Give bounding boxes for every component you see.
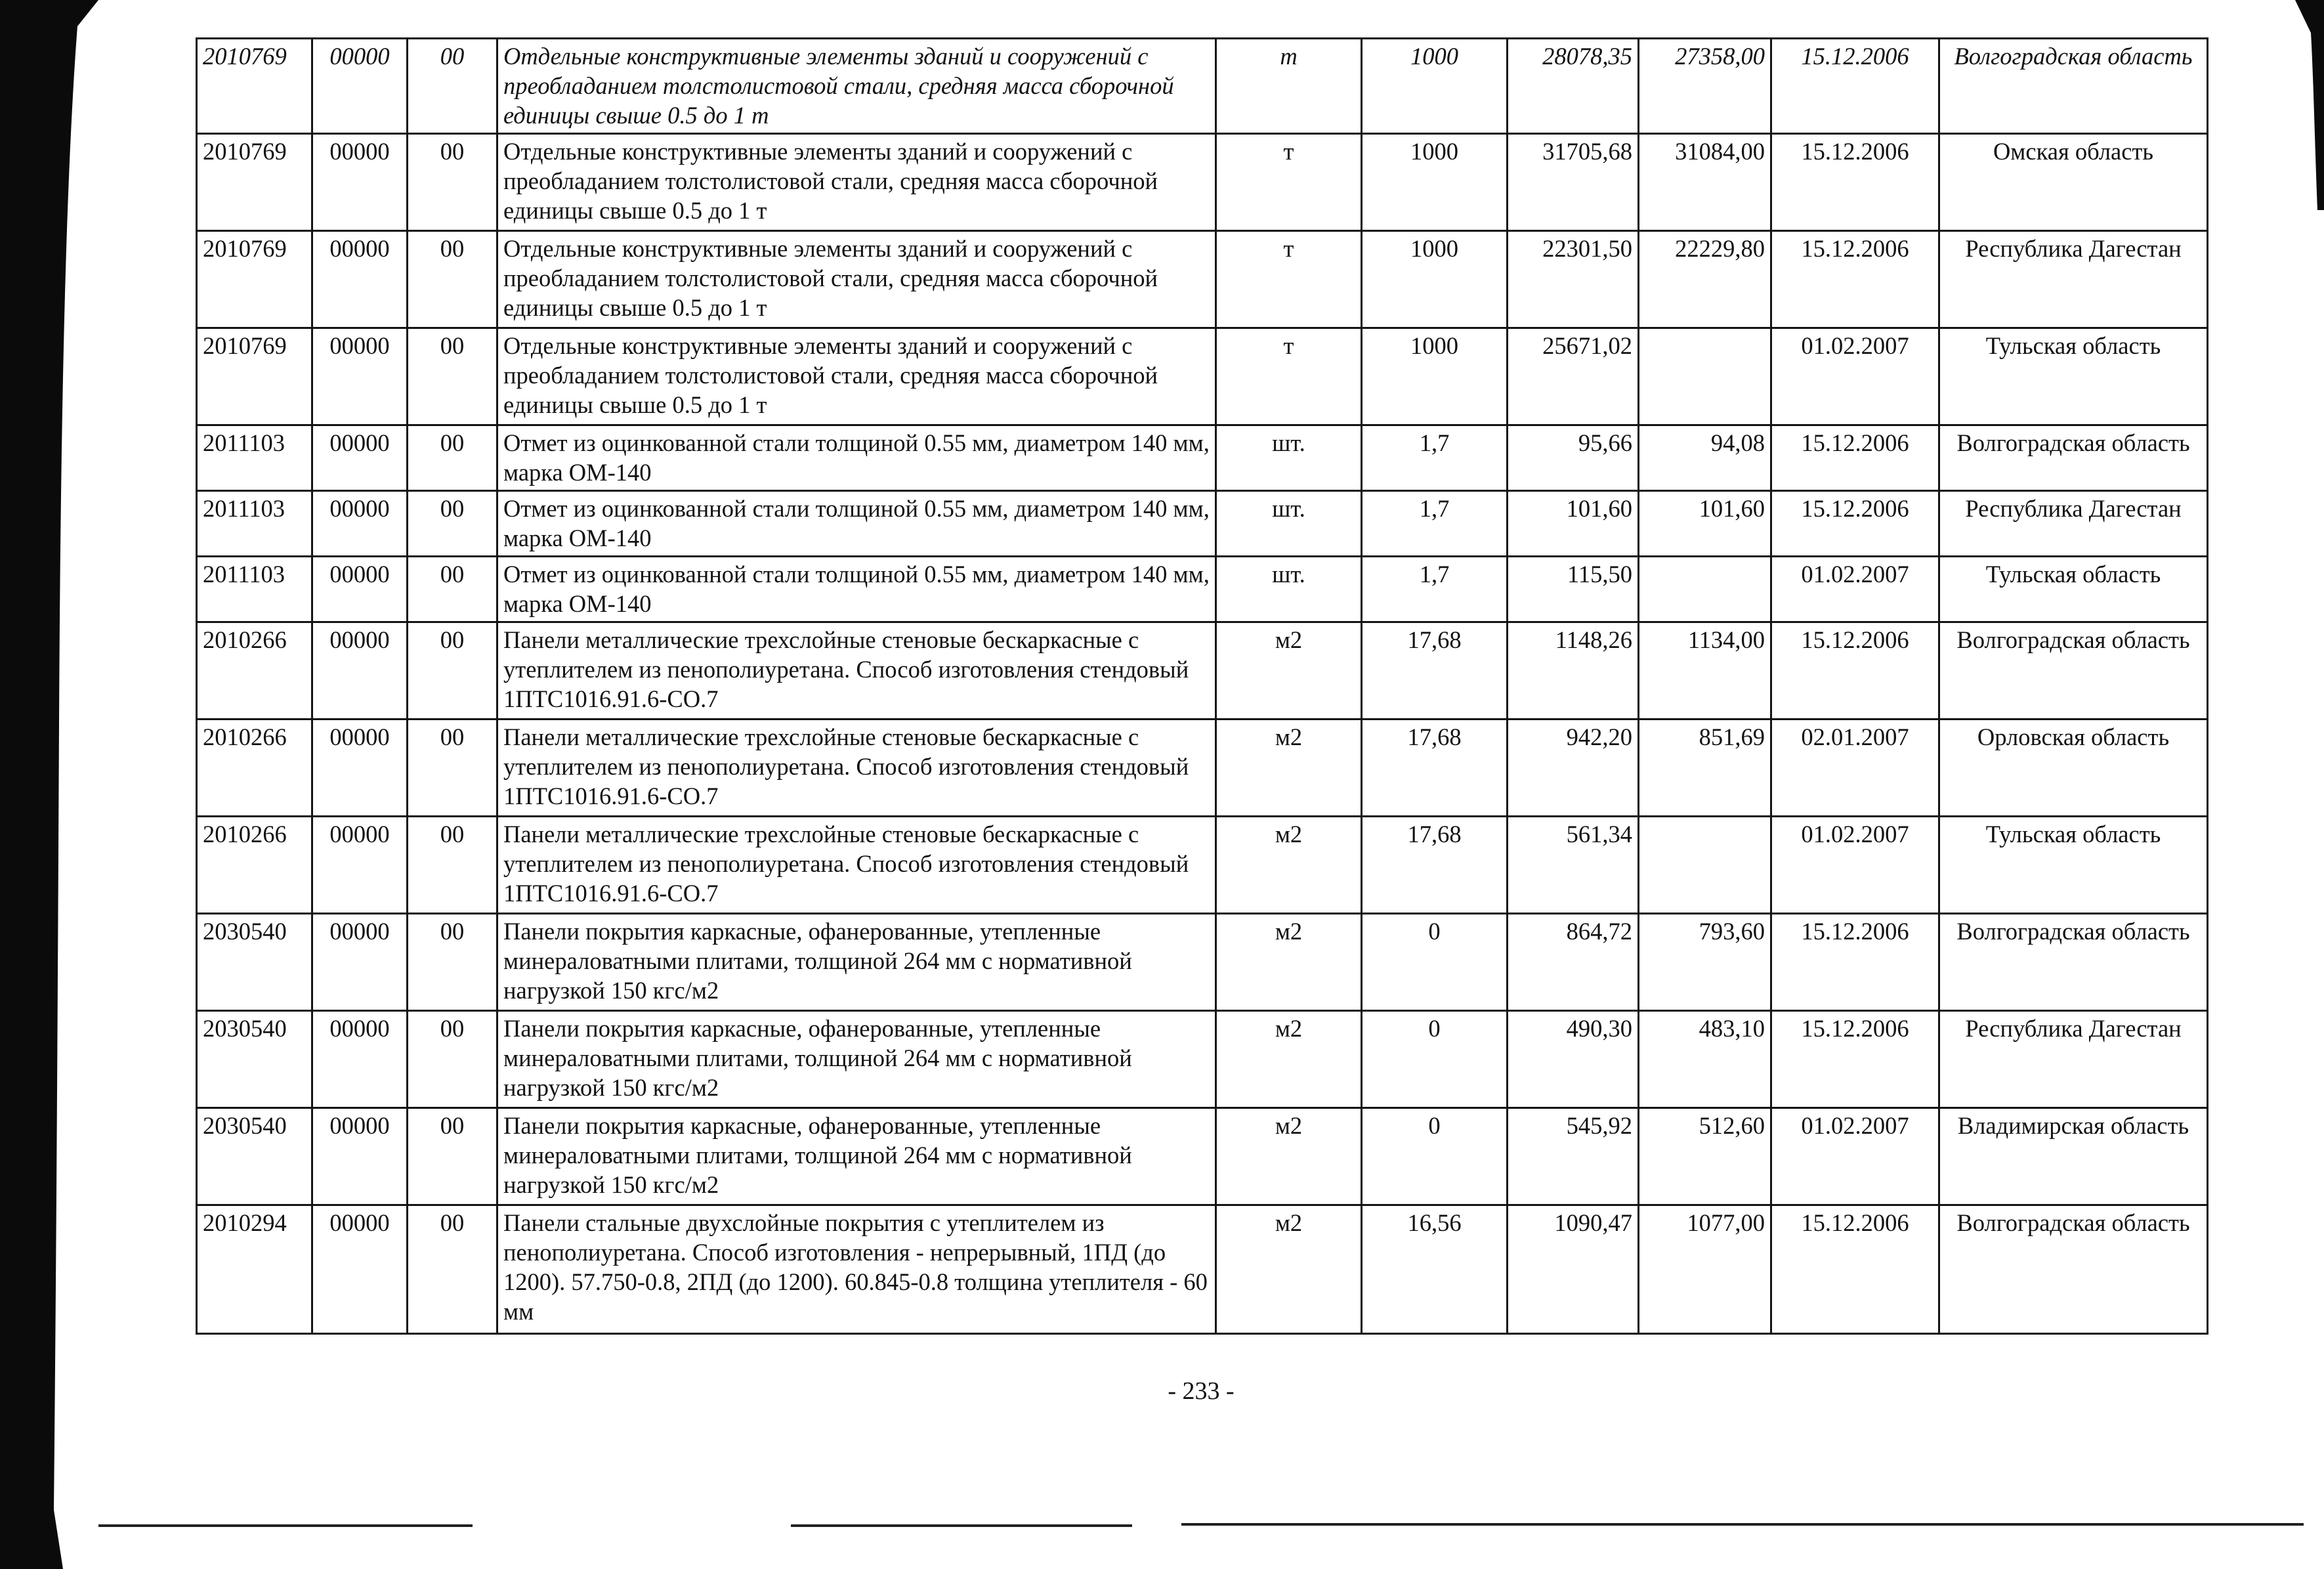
- cell-price-date: 15.12.2006: [1771, 491, 1939, 557]
- cell-unit: м2: [1216, 1011, 1362, 1108]
- cell-price-base: 851,69: [1639, 720, 1771, 817]
- cell-coefficient: 1000: [1362, 231, 1508, 328]
- cell-region: Волгоградская область: [1939, 1205, 2208, 1334]
- cell-item-code: 2010266: [197, 622, 312, 720]
- cell-item-name: Отмет из оцинкованной стали толщиной 0.55 мм, диаметром 140 мм, марка ОМ-140: [497, 425, 1216, 491]
- cell-price-date: 15.12.2006: [1771, 1011, 1939, 1108]
- cell-sub-code-2: 00: [408, 1205, 497, 1334]
- cell-item-code: 2010266: [197, 720, 312, 817]
- cell-sub-code: 00000: [312, 1108, 408, 1205]
- cell-price-date: 15.12.2006: [1771, 231, 1939, 328]
- cell-unit: м2: [1216, 1205, 1362, 1334]
- cell-coefficient: 16,56: [1362, 1205, 1508, 1334]
- cell-unit: т: [1216, 39, 1362, 134]
- cell-region: Республика Дагестан: [1939, 231, 2208, 328]
- cell-coefficient: 1,7: [1362, 557, 1508, 622]
- cell-price-date: 15.12.2006: [1771, 425, 1939, 491]
- cell-unit: м2: [1216, 720, 1362, 817]
- cell-sub-code: 00000: [312, 817, 408, 914]
- cell-sub-code-2: 00: [408, 39, 497, 134]
- cell-sub-code-2: 00: [408, 425, 497, 491]
- table-row: [197, 1011, 2208, 1108]
- cell-region: Тульская область: [1939, 328, 2208, 425]
- table-row: [197, 914, 2208, 1011]
- cell-region: Волгоградская область: [1939, 425, 2208, 491]
- cell-item-name: Панели покрытия каркасные, офанерованные, утепленные минераловатными плитами, толщиной 264 мм с нормативной нагрузкой 150 кгс/м2: [497, 1108, 1216, 1205]
- cell-region: Владимирская область: [1939, 1108, 2208, 1205]
- cell-price-current: 101,60: [1508, 491, 1639, 557]
- cell-unit: т: [1216, 328, 1362, 425]
- cell-item-code: 2010294: [197, 1205, 312, 1334]
- cell-price-current: 490,30: [1508, 1011, 1639, 1108]
- table-row: [197, 231, 2208, 328]
- cell-coefficient: 0: [1362, 1108, 1508, 1205]
- cell-coefficient: 1,7: [1362, 425, 1508, 491]
- footer-rule-middle: [791, 1524, 1132, 1527]
- cell-coefficient: 1000: [1362, 134, 1508, 231]
- cell-coefficient: 1,7: [1362, 491, 1508, 557]
- table-row: [197, 720, 2208, 817]
- cell-item-code: 2010769: [197, 231, 312, 328]
- cell-region: Волгоградская область: [1939, 39, 2208, 134]
- cell-item-code: 2030540: [197, 1011, 312, 1108]
- cell-unit: шт.: [1216, 557, 1362, 622]
- cell-item-name: Отмет из оцинкованной стали толщиной 0.55 мм, диаметром 140 мм, марка ОМ-140: [497, 557, 1216, 622]
- cell-price-current: 864,72: [1508, 914, 1639, 1011]
- cell-sub-code-2: 00: [408, 720, 497, 817]
- cell-price-current: 22301,50: [1508, 231, 1639, 328]
- cell-unit: м2: [1216, 914, 1362, 1011]
- page-number: - 233 -: [1168, 1377, 1235, 1405]
- cell-price-base: 101,60: [1639, 491, 1771, 557]
- cell-sub-code-2: 00: [408, 622, 497, 720]
- cell-price-date: 15.12.2006: [1771, 134, 1939, 231]
- cell-sub-code: 00000: [312, 720, 408, 817]
- cell-item-code: 2011103: [197, 557, 312, 622]
- cell-item-name: Отдельные конструктивные элементы зданий и сооружений с преобладанием толстолистовой стали, средняя масса сборочной единицы свыше 0.5 до 1 т: [497, 39, 1216, 134]
- cell-price-base: 793,60: [1639, 914, 1771, 1011]
- cell-item-name: Панели покрытия каркасные, офанерованные, утепленные минераловатными плитами, толщиной 264 мм с нормативной нагрузкой 150 кгс/м2: [497, 914, 1216, 1011]
- cell-coefficient: 0: [1362, 914, 1508, 1011]
- scan-shadow-right: [2285, 0, 2324, 210]
- cell-unit: шт.: [1216, 491, 1362, 557]
- cell-price-base: 483,10: [1639, 1011, 1771, 1108]
- cell-item-name: Отдельные конструктивные элементы зданий и сооружений с преобладанием толстолистовой стали, средняя масса сборочной единицы свыше 0.5 до 1 т: [497, 231, 1216, 328]
- price-table: [196, 37, 2208, 1335]
- cell-sub-code-2: 00: [408, 817, 497, 914]
- footer-rule-left: [98, 1524, 473, 1527]
- cell-price-base: 31084,00: [1639, 134, 1771, 231]
- cell-price-current: 25671,02: [1508, 328, 1639, 425]
- cell-price-base: 22229,80: [1639, 231, 1771, 328]
- cell-unit: т: [1216, 134, 1362, 231]
- table-body: [197, 39, 2208, 1334]
- footer-rule-right: [1181, 1523, 2304, 1526]
- cell-unit: м2: [1216, 622, 1362, 720]
- cell-price-base: 1077,00: [1639, 1205, 1771, 1334]
- cell-region: Омская область: [1939, 134, 2208, 231]
- cell-sub-code: 00000: [312, 134, 408, 231]
- cell-price-date: 01.02.2007: [1771, 817, 1939, 914]
- cell-region: Республика Дагестан: [1939, 491, 2208, 557]
- cell-price-date: 15.12.2006: [1771, 622, 1939, 720]
- cell-item-code: 2030540: [197, 1108, 312, 1205]
- cell-sub-code: 00000: [312, 914, 408, 1011]
- cell-item-name: Панели металлические трехслойные стеновые бескаркасные с утеплителем из пенополиуретана. Способ изготовления стендовый 1ПТС1016.91.6-СО.7: [497, 720, 1216, 817]
- cell-coefficient: 17,68: [1362, 720, 1508, 817]
- cell-sub-code-2: 00: [408, 1108, 497, 1205]
- cell-price-current: 95,66: [1508, 425, 1639, 491]
- cell-region: Орловская область: [1939, 720, 2208, 817]
- table-row: [197, 1205, 2208, 1334]
- cell-price-current: 545,92: [1508, 1108, 1639, 1205]
- cell-price-current: 1090,47: [1508, 1205, 1639, 1334]
- cell-sub-code-2: 00: [408, 134, 497, 231]
- cell-price-current: 942,20: [1508, 720, 1639, 817]
- table-row: [197, 622, 2208, 720]
- cell-unit: м2: [1216, 1108, 1362, 1205]
- cell-price-base: [1639, 817, 1771, 914]
- cell-price-current: 561,34: [1508, 817, 1639, 914]
- cell-sub-code-2: 00: [408, 231, 497, 328]
- cell-price-base: 94,08: [1639, 425, 1771, 491]
- cell-item-name: Панели металлические трехслойные стеновые бескаркасные с утеплителем из пенополиуретана. Способ изготовления стендовый 1ПТС1016.91.6-СО.7: [497, 817, 1216, 914]
- cell-price-date: 01.02.2007: [1771, 328, 1939, 425]
- cell-price-base: 1134,00: [1639, 622, 1771, 720]
- table-row: [197, 39, 2208, 134]
- cell-item-code: 2010769: [197, 328, 312, 425]
- cell-sub-code: 00000: [312, 557, 408, 622]
- cell-item-name: Панели металлические трехслойные стеновые бескаркасные с утеплителем из пенополиуретана. Способ изготовления стендовый 1ПТС1016.91.6-СО.7: [497, 622, 1216, 720]
- table-row: [197, 491, 2208, 557]
- cell-sub-code: 00000: [312, 231, 408, 328]
- cell-price-date: 02.01.2007: [1771, 720, 1939, 817]
- cell-sub-code: 00000: [312, 425, 408, 491]
- cell-price-base: 27358,00: [1639, 39, 1771, 134]
- cell-item-name: Панели стальные двухслойные покрытия с утеплителем из пенополиуретана. Способ изготовления - непрерывный, 1ПД (до 1200). 57.750-0.8, 2ПД (до 1200). 60.845-0.8 толщина утеплителя - 60 мм: [497, 1205, 1216, 1334]
- table-row: [197, 817, 2208, 914]
- cell-coefficient: 17,68: [1362, 817, 1508, 914]
- cell-price-date: 15.12.2006: [1771, 39, 1939, 134]
- cell-coefficient: 1000: [1362, 39, 1508, 134]
- cell-price-current: 31705,68: [1508, 134, 1639, 231]
- cell-price-base: [1639, 557, 1771, 622]
- table-row: [197, 328, 2208, 425]
- cell-price-date: 01.02.2007: [1771, 557, 1939, 622]
- cell-sub-code-2: 00: [408, 557, 497, 622]
- cell-item-name: Отмет из оцинкованной стали толщиной 0.55 мм, диаметром 140 мм, марка ОМ-140: [497, 491, 1216, 557]
- table-row: [197, 557, 2208, 622]
- cell-sub-code-2: 00: [408, 491, 497, 557]
- cell-sub-code: 00000: [312, 622, 408, 720]
- cell-region: Тульская область: [1939, 817, 2208, 914]
- cell-item-name: Отдельные конструктивные элементы зданий и сооружений с преобладанием толстолистовой стали, средняя масса сборочной единицы свыше 0.5 до 1 т: [497, 134, 1216, 231]
- cell-coefficient: 17,68: [1362, 622, 1508, 720]
- cell-sub-code: 00000: [312, 1011, 408, 1108]
- cell-coefficient: 0: [1362, 1011, 1508, 1108]
- cell-region: Волгоградская область: [1939, 622, 2208, 720]
- table-row: [197, 134, 2208, 231]
- table-row: [197, 425, 2208, 491]
- cell-price-current: 1148,26: [1508, 622, 1639, 720]
- cell-item-name: Панели покрытия каркасные, офанерованные, утепленные минераловатными плитами, толщиной 264 мм с нормативной нагрузкой 150 кгс/м2: [497, 1011, 1216, 1108]
- cell-price-date: 15.12.2006: [1771, 1205, 1939, 1334]
- cell-item-name: Отдельные конструктивные элементы зданий и сооружений с преобладанием толстолистовой стали, средняя масса сборочной единицы свыше 0.5 до 1 т: [497, 328, 1216, 425]
- table-row: [197, 1108, 2208, 1205]
- cell-unit: м2: [1216, 817, 1362, 914]
- cell-item-code: 2010266: [197, 817, 312, 914]
- cell-price-date: 15.12.2006: [1771, 914, 1939, 1011]
- cell-price-current: 115,50: [1508, 557, 1639, 622]
- cell-price-base: 512,60: [1639, 1108, 1771, 1205]
- cell-sub-code: 00000: [312, 491, 408, 557]
- cell-region: Республика Дагестан: [1939, 1011, 2208, 1108]
- cell-price-base: [1639, 328, 1771, 425]
- scan-shadow-left: [0, 0, 98, 1569]
- cell-sub-code: 00000: [312, 39, 408, 134]
- cell-item-code: 2010769: [197, 39, 312, 134]
- cell-sub-code: 00000: [312, 1205, 408, 1334]
- cell-item-code: 2010769: [197, 134, 312, 231]
- cell-price-date: 01.02.2007: [1771, 1108, 1939, 1205]
- cell-item-code: 2011103: [197, 491, 312, 557]
- cell-sub-code-2: 00: [408, 914, 497, 1011]
- cell-sub-code-2: 00: [408, 328, 497, 425]
- cell-region: Тульская область: [1939, 557, 2208, 622]
- cell-sub-code-2: 00: [408, 1011, 497, 1108]
- cell-region: Волгоградская область: [1939, 914, 2208, 1011]
- cell-unit: шт.: [1216, 425, 1362, 491]
- cell-unit: т: [1216, 231, 1362, 328]
- cell-price-current: 28078,35: [1508, 39, 1639, 134]
- cell-item-code: 2030540: [197, 914, 312, 1011]
- cell-item-code: 2011103: [197, 425, 312, 491]
- cell-sub-code: 00000: [312, 328, 408, 425]
- cell-coefficient: 1000: [1362, 328, 1508, 425]
